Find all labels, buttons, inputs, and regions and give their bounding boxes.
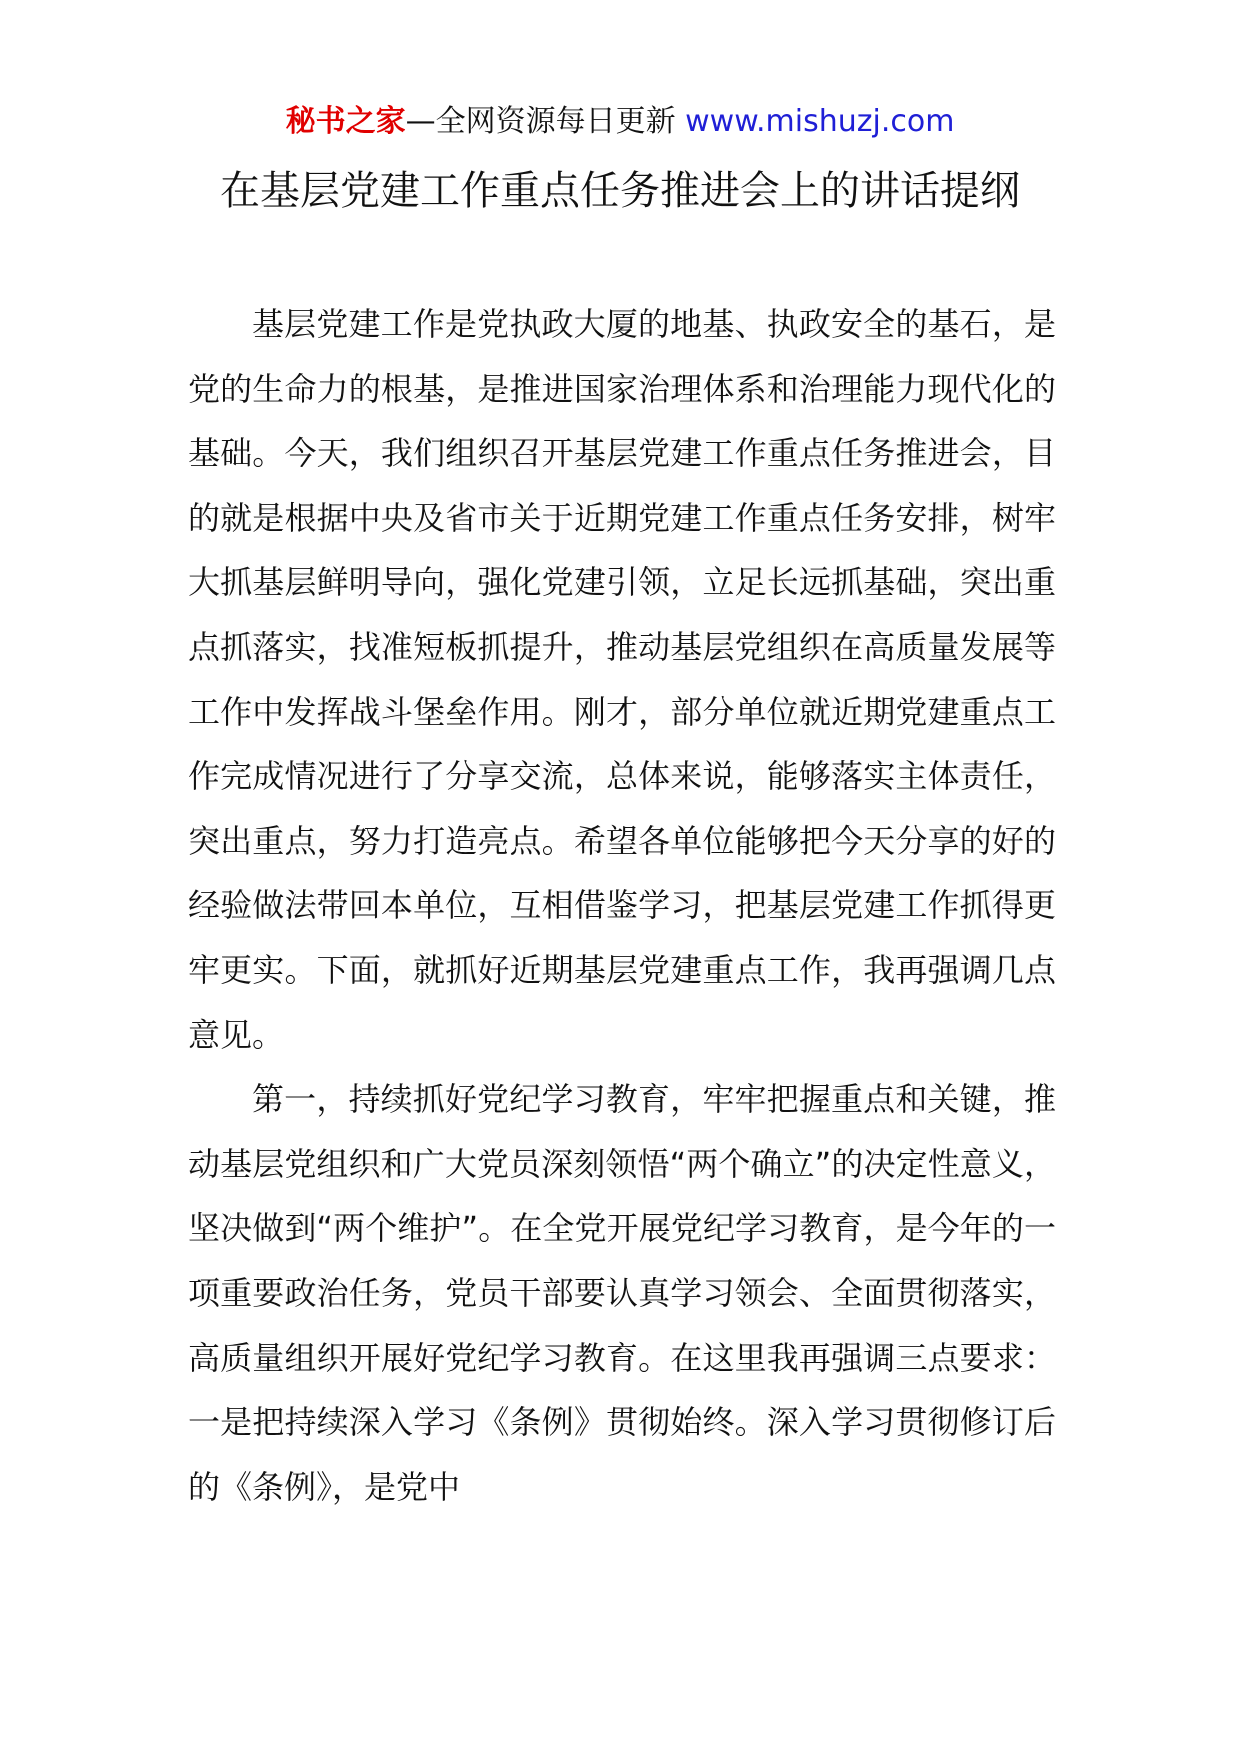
site-header bbox=[0, 100, 1240, 144]
paragraph-first-point: 第一，持续抓好党纪学习教育，牢牢把握重点和关键，推动基层党组织和广大党员深刻领悟“两个确立”的决定性意义，坚决做到“两个维护”。在全党开展党纪学习教育，是今年的一项重要政治任务，党员干部要认真学习领会、全面贯彻落实，高质量组织开展好党纪学习教育。在这里我再强调三点要求：一是把持续深入学习《条例》贯彻始终。深入学习贯彻修订后的《条例》，是党中 bbox=[188, 1080, 1056, 1506]
site-tagline: —全网资源每日更新 bbox=[405, 104, 686, 139]
document-title: 在基层党建工作重点任务推进会上的讲话提纲 bbox=[220, 168, 1020, 214]
document-body bbox=[188, 292, 1056, 1519]
site-brand: 秘书之家 bbox=[285, 104, 406, 139]
paragraph-intro: 基层党建工作是党执政大厦的地基、执政安全的基石，是党的生命力的根基，是推进国家治理体系和治理能力现代化的基础。今天，我们组织召开基层党建工作重点任务推进会，目的就是根据中央及省市关于近期党建工作重点任务安排，树牢大抓基层鲜明导向，强化党建引领，立足长远抓基础，突出重点抓落实，找准短板抓提升，推动基层党组织在高质量发展等工作中发挥战斗堡垒作用。刚才，部分单位就近期党建重点工作完成情况进行了分享交流，总体来说，能够落实主体责任，突出重点，努力打造亮点。希望各单位能够把今天分享的好的经验做法带回本单位，互相借鉴学习，把基层党建工作抓得更牢更实。下面，就抓好近期基层党建重点工作，我再强调几点意见。 bbox=[188, 305, 1056, 1054]
site-url[interactable]: www.mishuzj.com bbox=[685, 104, 955, 139]
